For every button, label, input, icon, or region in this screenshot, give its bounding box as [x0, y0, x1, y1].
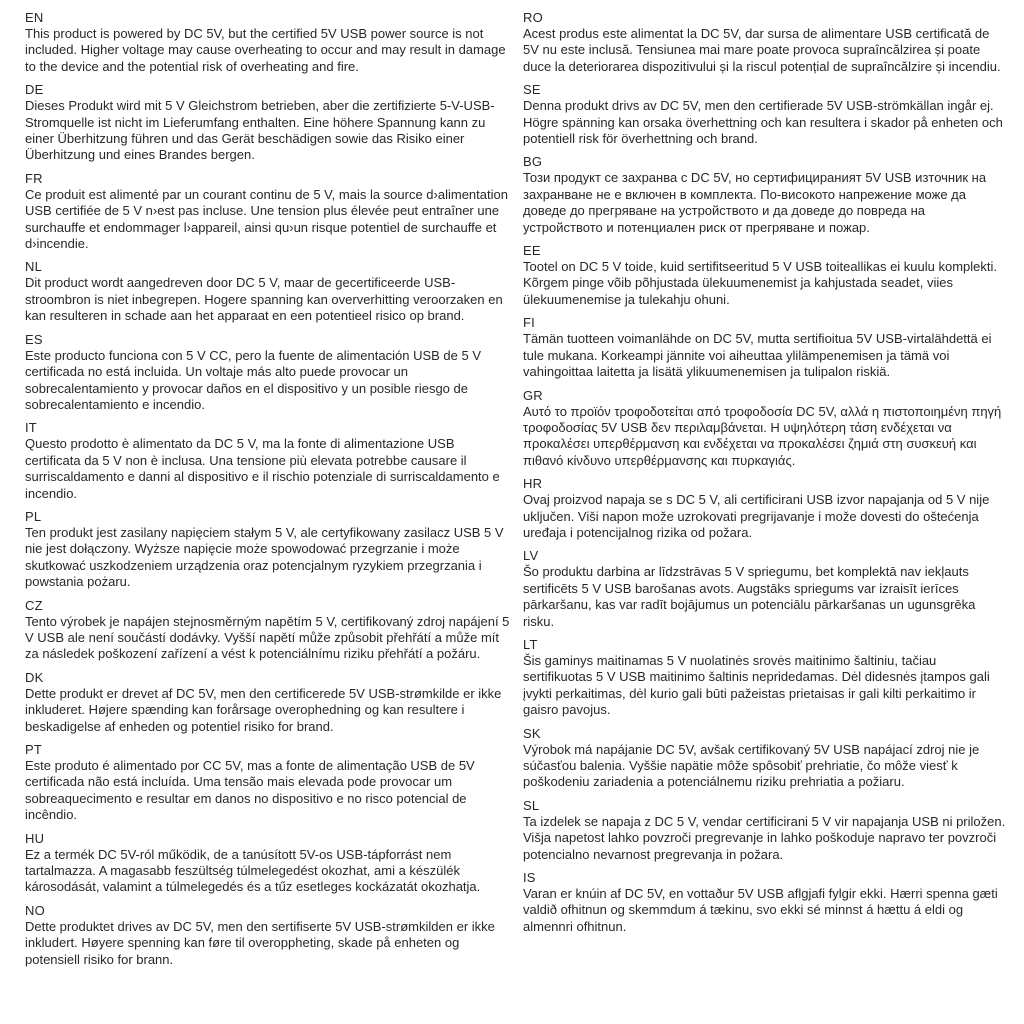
language-block-ee — [523, 243, 1008, 308]
language-block-nl — [25, 259, 510, 324]
left-column — [25, 10, 510, 1016]
warning-paragraph: Ez a termék DC 5V-ról működik, de a tanúsított 5V-os USB-tápforrást nem tartalmazza. A magasabb feszültség túlmelegedést okozhat, ami a készülék károsodását, valamint a túlmelegedés és a tűz esetleges kockázatát okozhatja. — [25, 846, 481, 895]
language-code: CZ — [25, 597, 43, 613]
warning-paragraph: Dieses Produkt wird mit 5 V Gleichstrom betrieben, aber die zertifizierte 5-V-USB-Stromquelle ist nicht im Lieferumfang enthalten. Eine höhere Spannung kann zu einer Überhitzung führen und das Gerät beschädigen sowie das Risiko einer Überhitzung und eines Brandes bergen. — [25, 98, 495, 163]
warning-paragraph: Šo produktu darbina ar līdzstrāvas 5 V spriegumu, bet komplektā nav iekļauts sertificēts 5 V USB barošanas avots. Augstāks spriegums var izraisīt ierīces pārkaršanu, kas var radīt bojājumus un potenciālu pārkaršanas un ugunsgrēka risku. — [523, 564, 976, 629]
language-block-pl — [25, 509, 510, 591]
language-code: HU — [25, 830, 45, 846]
language-code: BG — [523, 154, 543, 170]
language-code: SE — [523, 82, 541, 98]
language-code: DE — [25, 82, 44, 98]
language-code: FR — [25, 170, 43, 186]
language-code: NL — [25, 259, 43, 275]
language-block-es — [25, 332, 510, 414]
language-code: IT — [25, 420, 37, 436]
language-code: GR — [523, 387, 543, 403]
warning-paragraph: Este produto é alimentado por CC 5V, mas a fonte de alimentação USB de 5V certificada não está incluída. Uma tensão mais elevada pode provocar um sobreaquecimento e resultar em danos no dispositivo e no risco potencial de incêndio. — [25, 758, 475, 823]
language-block-fr — [25, 171, 510, 253]
language-block-ro — [523, 10, 1008, 75]
language-code: DK — [25, 669, 44, 685]
language-block-lv — [523, 548, 1008, 630]
language-code: ES — [25, 331, 43, 347]
language-code: LV — [523, 548, 539, 564]
warning-paragraph: Ten produkt jest zasilany napięciem stałym 5 V, ale certyfikowany zasilacz USB 5 V nie jest dołączony. Wyższe napięcie może spowodować przegrzanie i może skutkować uszkodzeniem urządzenia oraz potencjalnym ryzykiem przegrzania i powstania pożaru. — [25, 524, 504, 590]
language-code: EN — [25, 10, 44, 25]
language-block-hr — [523, 476, 1008, 541]
warning-paragraph: Ta izdelek se napaja z DC 5 V, vendar certificirani 5 V vir napajanja USB ni priložen. Višja napetost lahko povzroči pregrevanje in lahko poškoduje napravo ter povzroči potencialno nevarnost pregrevanja in požara. — [523, 813, 1006, 862]
language-block-bg — [523, 154, 1008, 236]
warning-paragraph: Tämän tuotteen voimanlähde on DC 5V, mutta sertifioitua 5V USB-virtalähdettä ei tule mukana. Korkeampi jännite voi aiheuttaa ylilämpenemisen ja tämä voi vahingoittaa laitetta ja lisätä ylikuumenemisen ja tulipalon riskiä. — [523, 331, 992, 380]
language-block-fi — [523, 315, 1008, 380]
language-block-dk — [25, 670, 510, 735]
warning-paragraph: Výrobok má napájanie DC 5V, avšak certifikovaný 5V USB napájací zdroj nie je súčasťou balenia. Vyššie napätie môže spôsobiť prehriatie, čo môže viesť k poškodeniu zariadenia a potenciálnemu riziku prehriatia a požiaru. — [523, 741, 980, 790]
language-block-sl — [523, 798, 1008, 863]
warning-paragraph: Αυτό το προϊόν τροφοδοτείται από τροφοδοσία DC 5V, αλλά η πιστοποιημένη πηγή τροφοδοσίας 5V USB δεν περιλαμβάνεται. Η υψηλότερη τάση ενδέχεται να προκαλέσει υπερθέρμανση και ενδέχεται να προκαλέσει ζημιά στη συσκευή και πιθανό κίνδυνο υπερθέρμανσης και πυρκαγιάς. — [523, 403, 1002, 468]
language-code: HR — [523, 476, 543, 492]
warning-paragraph: Dette produkt er drevet af DC 5V, men den certificerede 5V USB-strømkilde er ikke inkluderet. Højere spænding kan forårsage overophedning og kan resultere i beskadigelse af enheden og potentiel risiko for brand. — [25, 685, 502, 734]
warning-paragraph: Este producto funciona con 5 V CC, pero la fuente de alimentación USB de 5 V certificada no está incluida. Un voltaje más alto puede provocar un sobrecalentamiento y provocar daños en el dispositivo y un posible riesgo de sobrecalentamiento e incendio. — [25, 347, 481, 412]
warning-paragraph: Questo prodotto è alimentato da DC 5 V, ma la fonte di alimentazione USB certificata da 5 V non è inclusa. Una tensione più elevata potrebbe causare il surriscaldamento e danni al dispositivo e il rischio potenziale di surriscaldamento e incendio. — [25, 436, 500, 501]
language-block-pt — [25, 742, 510, 824]
warning-paragraph: Šis gaminys maitinamas 5 V nuolatinės srovės maitinimo šaltiniu, tačiau sertifikuotas 5 V USB maitinimo šaltinis nepridedamas. Dėl didesnės įtampos gali įvykti perkaitimas, dėl kurio gali būti pažeistas prietaisas ir gali kilti perkaitimo ir gaisro pavojus. — [523, 652, 990, 718]
warning-paragraph: Dit product wordt aangedreven door DC 5 V, maar de gecertificeerde USB-stroombron is niet inbegrepen. Hogere spanning kan oververhitting veroorzaken en kan resulteren in schade aan het apparaat en een potentieel risico op brand. — [25, 275, 503, 324]
warning-paragraph: Dette produktet drives av DC 5V, men den sertifiserte 5V USB-strømkilden er ikke inkludert. Høyere spenning kan føre til overoppheting, skade på enheten og potensiell risiko for brann. — [25, 918, 495, 967]
warning-paragraph: Ovaj proizvod napaja se s DC 5 V, ali certificirani USB izvor napajanja od 5 V nije uključen. Viši napon može uzrokovati pregrijavanje i može dovesti do oštećenja uređaja i potencijalnog rizika od požara. — [523, 492, 990, 540]
language-code: RO — [523, 10, 543, 25]
language-block-cz — [25, 598, 510, 663]
language-block-sk — [523, 726, 1008, 791]
language-code: FI — [523, 315, 535, 331]
warning-paragraph: Acest produs este alimentat la DC 5V, dar sursa de alimentare USB certificată de 5V nu este inclusă. Tensiunea mai mare poate provoca supraîncălzirea și poate duce la deteriorarea dispozitivului și la riscul potențial de supraîncălzire și incendiu. — [523, 26, 1001, 74]
right-column — [523, 10, 1008, 1016]
language-block-lt — [523, 637, 1008, 719]
warning-paragraph: Този продукт се захранва с DC 5V, но сертифицираният 5V USB източник на захранване не е включен в комплекта. По-високото напрежение може да доведе до прегряване на устройството и да доведе до повреда на устройството и потенциален риск от прегряване и пожар. — [523, 170, 987, 235]
language-block-is — [523, 870, 1008, 935]
warning-paragraph: Tento výrobek je napájen stejnosměrným napětím 5 V, certifikovaný zdroj napájení 5 V USB ale není součástí dodávky. Vyšší napětí může způsobit přehřátí a může mít za následek poškození zařízení a vést k potenciálnímu riziku přehřátí a požáru. — [25, 613, 510, 662]
warning-paragraph: Tootel on DC 5 V toide, kuid sertifitseeritud 5 V USB toiteallikas ei kuulu komplekti. Kõrgem pinge võib põhjustada ülekuumenemist ja kahjustada seadet, viies ülekuumenemise ja tulekahju ohuni. — [523, 259, 998, 307]
language-code: LT — [523, 636, 538, 652]
language-block-en — [25, 10, 510, 75]
warning-paragraph: Denna produkt drivs av DC 5V, men den certifierade 5V USB-strömkällan ingår ej. Högre spänning kan orsaka överhettning och kan resultera i skador på enheten och potentiell risk för överhettning och brand. — [523, 98, 1003, 147]
language-code: NO — [25, 902, 45, 918]
language-block-se — [523, 82, 1008, 147]
warning-paragraph: Varan er knúin af DC 5V, en vottaður 5V USB aflgjafi fylgir ekki. Hærri spenna gæti valdið ofhitnun og skemmdum á tækinu, svo ekki sé minnst á hættu á eldi og almennri ofhitnun. — [523, 886, 998, 934]
warning-paragraph: Ce produit est alimenté par un courant continu de 5 V, mais la source d›alimentation USB certifiée de 5 V n›est pas incluse. Une tension plus élevée peut entraîner une surchauffe et endommager l›appareil, ainsi qu›un risque potentiel de surchauffe et d›incendie. — [25, 186, 508, 252]
language-code: IS — [523, 870, 536, 886]
language-block-it — [25, 420, 510, 502]
language-code: SK — [523, 725, 541, 741]
language-code: EE — [523, 243, 541, 259]
language-block-hu — [25, 831, 510, 896]
language-code: SL — [523, 797, 540, 813]
language-code: PT — [25, 742, 43, 757]
warning-paragraph: This product is powered by DC 5V, but the certified 5V USB power source is not included. Higher voltage may cause overheating to occur and may result in damage to the device and the potential risk of overheating and fire. — [25, 26, 506, 74]
language-block-de — [25, 82, 510, 164]
language-block-no — [25, 903, 510, 968]
language-code: PL — [25, 508, 42, 524]
language-block-gr — [523, 388, 1008, 470]
